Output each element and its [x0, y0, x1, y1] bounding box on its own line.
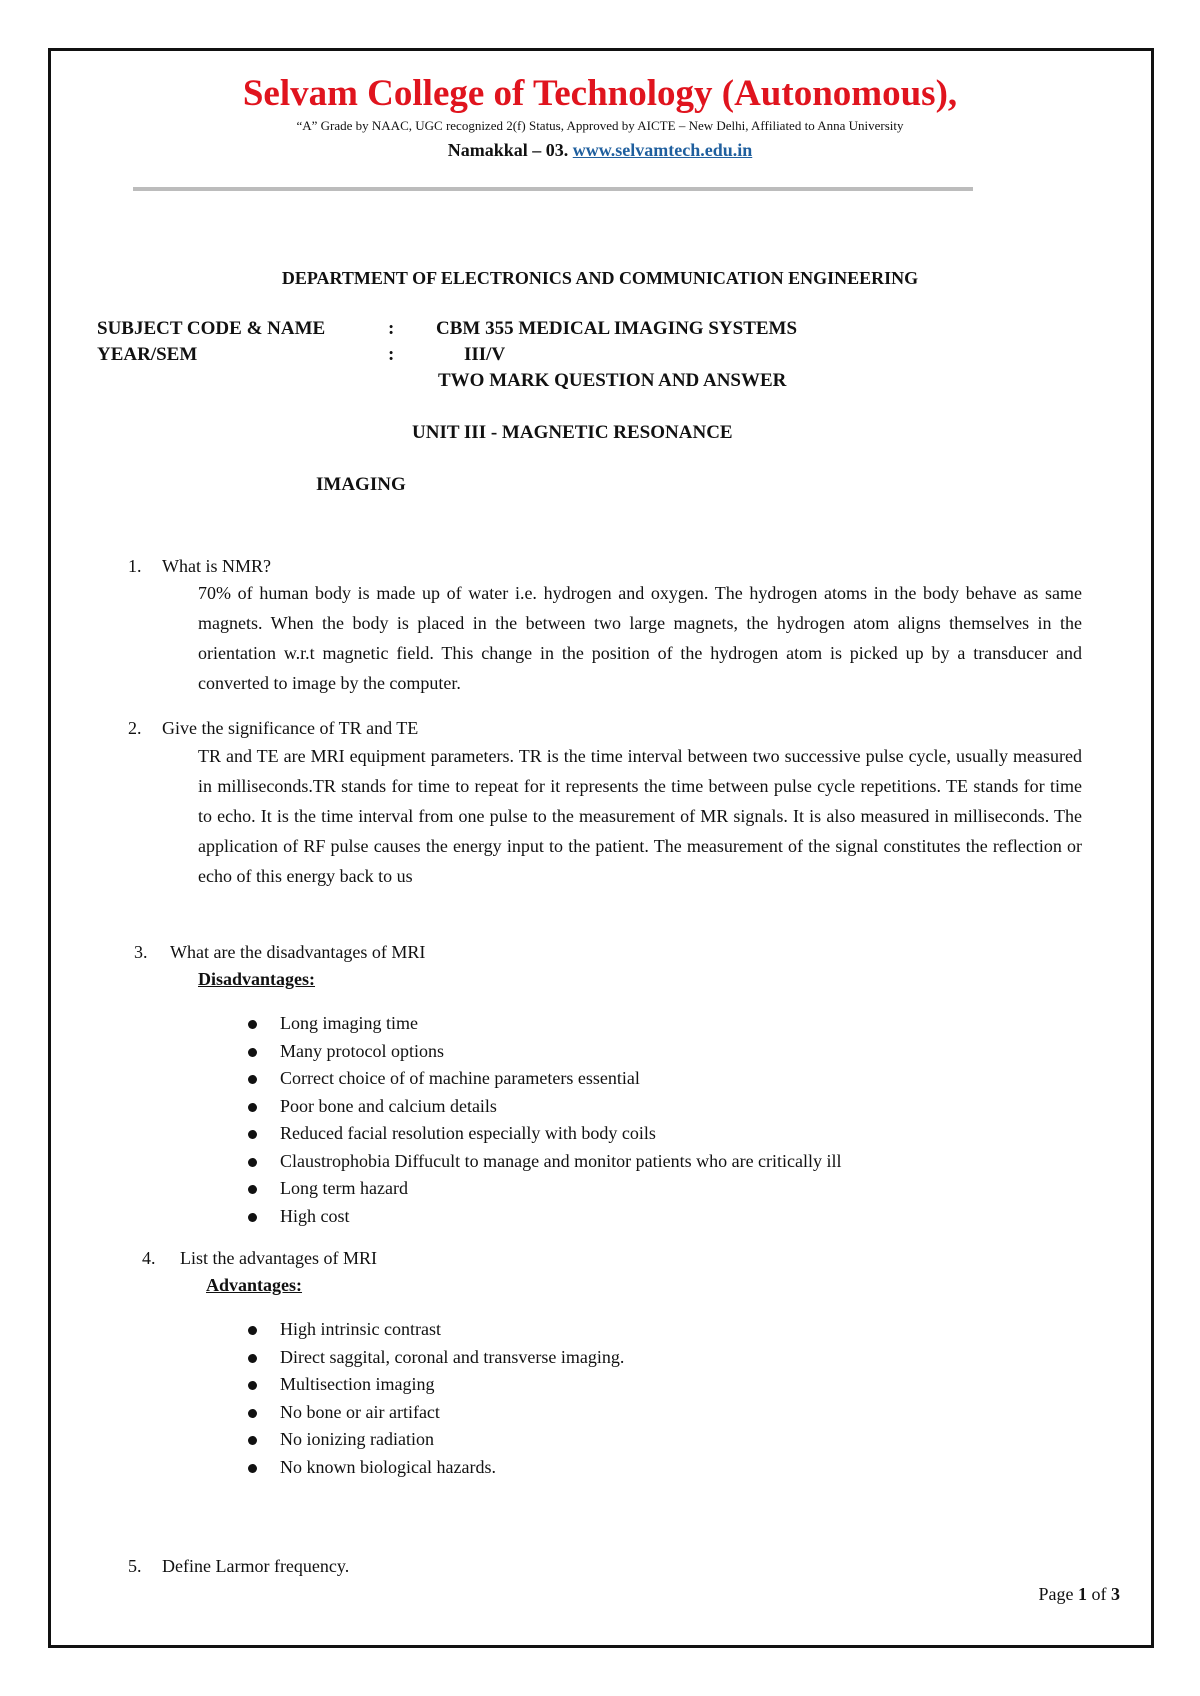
bullet-icon [248, 1158, 257, 1167]
bullet-icon [248, 1020, 257, 1029]
year-sem-sep: : [388, 344, 395, 365]
list-item: High intrinsic contrast [248, 1316, 624, 1344]
bullet-icon [248, 1213, 257, 1222]
qa-title: TWO MARK QUESTION AND ANSWER [438, 370, 787, 391]
address-line [0, 140, 1200, 161]
disadvantages-list [248, 1010, 842, 1230]
city-text: Namakkal – 03. [447, 140, 569, 160]
bullet-icon [248, 1103, 257, 1112]
bullet-icon [248, 1075, 257, 1084]
bullet-icon [248, 1048, 257, 1057]
bullet-icon [248, 1185, 257, 1194]
question-text: What are the disadvantages of MRI [170, 942, 426, 962]
subject-code-label: SUBJECT CODE & NAME [97, 318, 326, 339]
list-item: No known biological hazards. [248, 1454, 624, 1482]
question-number: 2. [128, 718, 142, 738]
subject-code-sep: : [388, 318, 395, 339]
answer-paragraph: TR and TE are MRI equipment parameters. TR is the time interval between two successive pulse cycle, usually measured in milliseconds.TR stands for time to repeat for it represents the time between pulse cycle repetitions. TE stands for time to echo. It is the time interval from one pulse to the measurement of MR signals. It is also measured in milliseconds. The application of RF pulse causes the energy input to the patient. The measurement of the signal constitutes the reflection or echo of this energy back to us [198, 746, 1082, 886]
list-item: Long term hazard [248, 1175, 842, 1203]
list-item: Many protocol options [248, 1038, 842, 1066]
accreditation-line: “A” Grade by NAAC, UGC recognized 2(f) Status, Approved by AICTE – New Delhi, Affiliated to Anna University [296, 118, 904, 133]
bullet-icon [248, 1436, 257, 1445]
page-number: Page 1 of 3 [1038, 1584, 1120, 1604]
year-sem-label: YEAR/SEM [97, 344, 198, 365]
question-number: 3. [134, 942, 148, 962]
college-name: Selvam College of Technology (Autonomous), [242, 73, 958, 114]
question-text: What is NMR? [162, 556, 271, 576]
bullet-icon [248, 1130, 257, 1139]
unit-title-cont: IMAGING [316, 474, 406, 495]
list-item: Direct saggital, coronal and transverse imaging. [248, 1344, 624, 1372]
question-number: 1. [128, 556, 142, 576]
bullet-icon [248, 1354, 257, 1363]
list-item: Claustrophobia Diffucult to manage and monitor patients who are critically ill [248, 1148, 842, 1176]
header-divider [133, 187, 973, 191]
list-item: Long imaging time [248, 1010, 842, 1038]
bullet-icon [248, 1381, 257, 1390]
list-item: Multisection imaging [248, 1371, 624, 1399]
year-sem-value: III/V [464, 344, 506, 365]
question-number: 5. [128, 1556, 142, 1576]
advantages-heading: Advantages: [206, 1275, 303, 1295]
advantages-list [248, 1316, 624, 1481]
question-text: List the advantages of MRI [180, 1248, 377, 1268]
question-text: Define Larmor frequency. [162, 1556, 350, 1576]
question-number: 4. [142, 1248, 156, 1268]
list-item: Correct choice of of machine parameters essential [248, 1065, 842, 1093]
answer-paragraph: 70% of human body is made up of water i.e. hydrogen and oxygen. The hydrogen atoms in the body behave as same magnets. When the body is placed in the between two large magnets, the hydrogen atom aligns themselves in the orientation w.r.t magnetic field. This change in the position of the hydrogen atom is picked up by a transducer and converted to image by the computer. [198, 583, 1082, 693]
unit-title: UNIT III - MAGNETIC RESONANCE [412, 422, 733, 443]
question-text: Give the significance of TR and TE [162, 718, 419, 738]
bullet-icon [248, 1409, 257, 1418]
website-link[interactable]: www.selvamtech.edu.in [572, 140, 753, 160]
bullet-icon [248, 1464, 257, 1473]
list-item: High cost [248, 1203, 842, 1231]
bullet-icon [248, 1326, 257, 1335]
list-item: No ionizing radiation [248, 1426, 624, 1454]
list-item: Reduced facial resolution especially with body coils [248, 1120, 842, 1148]
subject-code-value: CBM 355 MEDICAL IMAGING SYSTEMS [436, 318, 798, 339]
disadvantages-heading: Disadvantages: [198, 969, 316, 989]
department-title: DEPARTMENT OF ELECTRONICS AND COMMUNICATION ENGINEERING [281, 268, 919, 288]
list-item: No bone or air artifact [248, 1399, 624, 1427]
list-item: Poor bone and calcium details [248, 1093, 842, 1121]
